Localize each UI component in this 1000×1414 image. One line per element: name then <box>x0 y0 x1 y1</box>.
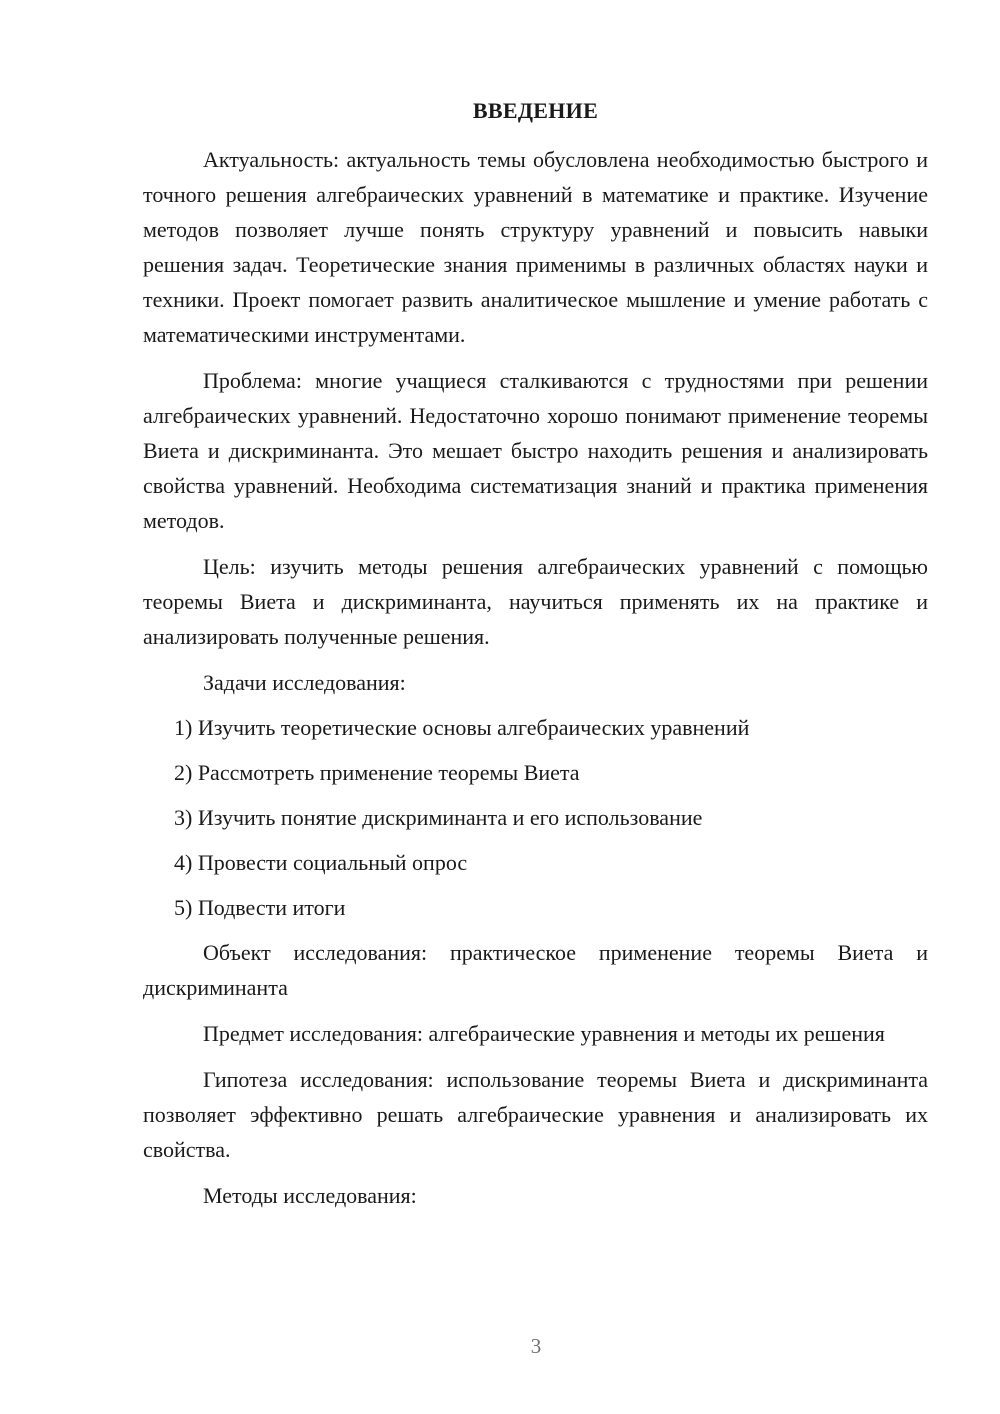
problem-paragraph: Проблема: многие учащиеся сталкиваются с трудностями при решении алгебраических уравнений. Недостаточно хорошо понимают применение теоремы Виета и дискриминанта. Это мешает быстро находить решения и анализировать свойства уравнений. Необходима систематизация знаний и практика применения методов. <box>143 368 928 533</box>
tasks-list <box>143 710 928 925</box>
goal-paragraph: Цель: изучить методы решения алгебраических уравнений с помощью теоремы Виета и дискриминанта, научиться применять их на практике и анализировать полученные решения. <box>143 554 928 649</box>
object-paragraph: Объект исследования: практическое применение теоремы Виета и дискриминанта <box>143 940 928 1000</box>
task-item-3: 3) Изучить понятие дискриминанта и его использование <box>174 805 703 830</box>
task-item-4: 4) Провести социальный опрос <box>174 850 468 875</box>
page-number: 3 <box>530 1334 542 1358</box>
hypothesis-paragraph: Гипотеза исследования: использование теоремы Виета и дискриминанта позволяет эффективно решать алгебраические уравнения и анализировать их свойства. <box>143 1067 928 1162</box>
document-page <box>143 96 928 1223</box>
section-title: ВВЕДЕНИЕ <box>472 98 599 123</box>
tasks-label: Задачи исследования: <box>203 670 406 695</box>
subject-paragraph: Предмет исследования: алгебраические уравнения и методы их решения <box>203 1021 885 1046</box>
task-item-1: 1) Изучить теоретические основы алгебраических уравнений <box>174 715 750 740</box>
relevance-paragraph: Актуальность: актуальность темы обусловлена необходимостью быстрого и точного решения алгебраических уравнений в математике и практике. Изучение методов позволяет лучше понять структуру уравнений и повысить навыки решения задач. Теоретические знания применимы в различных областях науки и техники. Проект помогает развить аналитическое мышление и умение работать с математическими инструментами. <box>143 147 928 347</box>
task-item-2: 2) Рассмотреть применение теоремы Виета <box>174 760 580 785</box>
task-item-5: 5) Подвести итоги <box>174 895 346 920</box>
methods-label: Методы исследования: <box>203 1183 417 1208</box>
